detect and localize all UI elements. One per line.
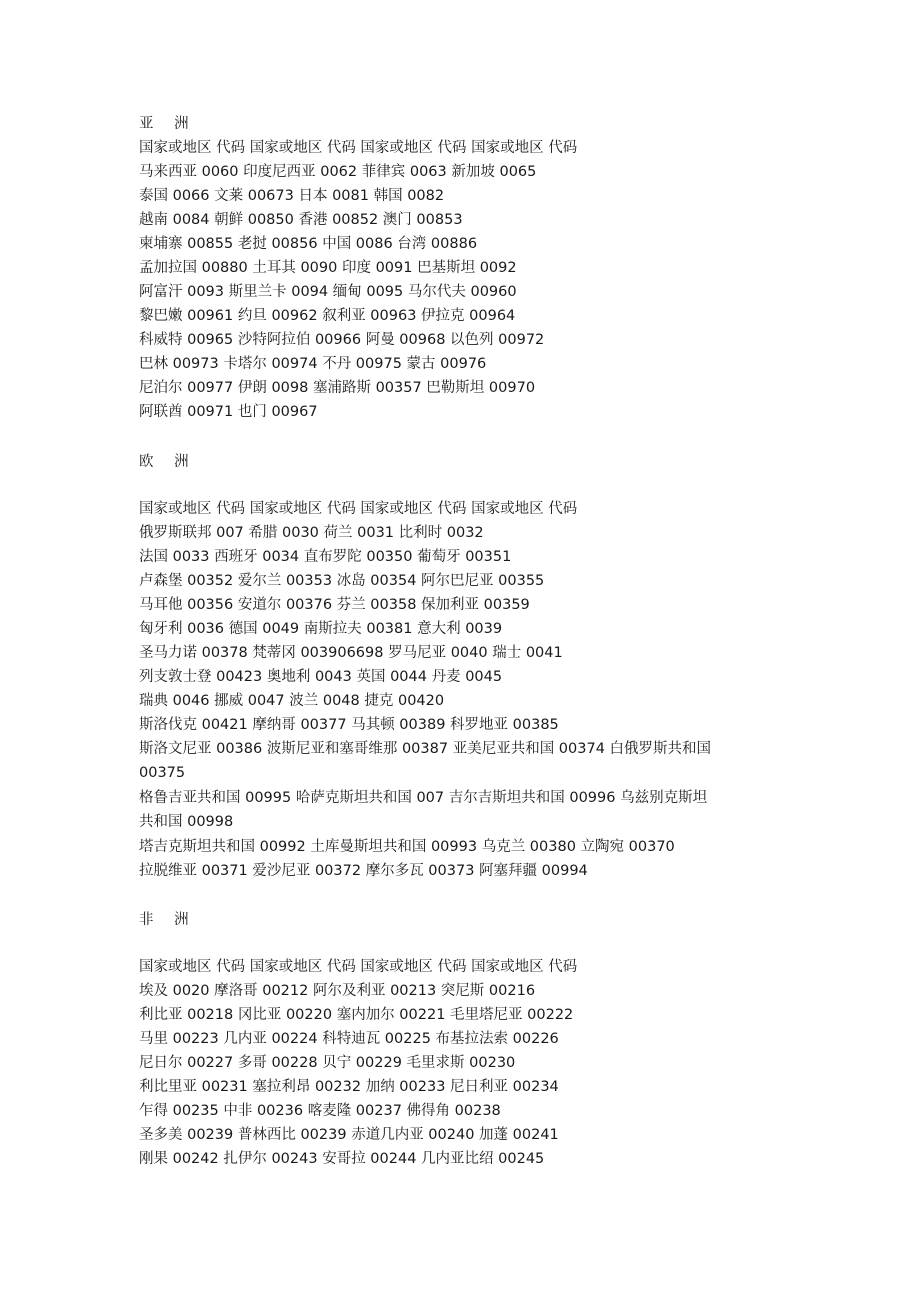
- table-row: 科威特 00965 沙特阿拉伯 00966 阿曼 00968 以色列 00972: [139, 332, 545, 348]
- table-row: 乍得 00235 中非 00236 喀麦隆 00237 佛得角 00238: [139, 1103, 501, 1119]
- table-row: 俄罗斯联邦 007 希腊 0030 荷兰 0031 比利时 0032: [139, 525, 484, 541]
- table-row: 匈牙利 0036 德国 0049 南斯拉夫 00381 意大利 0039: [139, 621, 503, 637]
- table-row: 马来西亚 0060 印度尼西亚 0062 菲律宾 0063 新加坡 0065: [139, 164, 537, 180]
- table-row: 阿富汗 0093 斯里兰卡 0094 缅甸 0095 马尔代夫 00960: [139, 284, 517, 300]
- table-row: 利比里亚 00231 塞拉利昂 00232 加纳 00233 尼日利亚 00234: [139, 1079, 559, 1095]
- table-header-row: 国家或地区 代码 国家或地区 代码 国家或地区 代码 国家或地区 代码: [139, 140, 578, 156]
- table-row: 刚果 00242 扎伊尔 00243 安哥拉 00244 几内亚比绍 00245: [139, 1151, 545, 1167]
- table-header-row: 国家或地区 代码 国家或地区 代码 国家或地区 代码 国家或地区 代码: [139, 959, 578, 975]
- table-row: 巴林 00973 卡塔尔 00974 不丹 00975 蒙古 00976: [139, 356, 487, 372]
- table-row: 塔吉克斯坦共和国 00992 土库曼斯坦共和国 00993 乌克兰 00380 立陶宛 00370: [139, 839, 675, 855]
- table-row: 黎巴嫩 00961 约旦 00962 叙利亚 00963 伊拉克 00964: [139, 308, 516, 324]
- table-row: 孟加拉国 00880 土耳其 0090 印度 0091 巴基斯坦 0092: [139, 260, 517, 276]
- table-row: 越南 0084 朝鲜 00850 香港 00852 澳门 00853: [139, 212, 463, 228]
- table-row: 斯洛伐克 00421 摩纳哥 00377 马其顿 00389 科罗地亚 00385: [139, 717, 559, 733]
- table-row: 格鲁吉亚共和国 00995 哈萨克斯坦共和国 007 吉尔吉斯坦共和国 00996 乌兹别克斯坦: [139, 790, 708, 806]
- table-row: 埃及 0020 摩洛哥 00212 阿尔及利亚 00213 突尼斯 00216: [139, 983, 536, 999]
- table-row: 法国 0033 西班牙 0034 直布罗陀 00350 葡萄牙 00351: [139, 549, 512, 565]
- table-header-row: 国家或地区 代码 国家或地区 代码 国家或地区 代码 国家或地区 代码: [139, 501, 578, 517]
- table-row: 卢森堡 00352 爱尔兰 00353 冰岛 00354 阿尔巴尼亚 00355: [139, 573, 545, 589]
- table-row-continuation: 00375: [139, 765, 186, 781]
- table-row: 柬埔寨 00855 老挝 00856 中国 0086 台湾 00886: [139, 236, 478, 252]
- table-row: 利比亚 00218 冈比亚 00220 塞内加尔 00221 毛里塔尼亚 00222: [139, 1007, 574, 1023]
- section-heading-europe: 欧 洲: [139, 454, 197, 470]
- table-row: 马耳他 00356 安道尔 00376 芬兰 00358 保加利亚 00359: [139, 597, 530, 613]
- section-heading-africa: 非 洲: [139, 912, 197, 928]
- table-row: 瑞典 0046 挪威 0047 波兰 0048 捷克 00420: [139, 693, 445, 709]
- table-row: 圣马力诺 00378 梵蒂冈 003906698 罗马尼亚 0040 瑞士 0041: [139, 645, 563, 661]
- table-row: 斯洛文尼亚 00386 波斯尼亚和塞哥维那 00387 亚美尼亚共和国 00374 白俄罗斯共和国: [139, 741, 712, 757]
- table-row: 尼日尔 00227 多哥 00228 贝宁 00229 毛里求斯 00230: [139, 1055, 516, 1071]
- table-row: 泰国 0066 文莱 00673 日本 0081 韩国 0082: [139, 188, 445, 204]
- table-row: 圣多美 00239 普林西比 00239 赤道几内亚 00240 加蓬 00241: [139, 1127, 559, 1143]
- table-row: 马里 00223 几内亚 00224 科特迪瓦 00225 布基拉法索 00226: [139, 1031, 559, 1047]
- table-row: 列支敦士登 00423 奥地利 0043 英国 0044 丹麦 0045: [139, 669, 503, 685]
- section-heading-asia: 亚 洲: [139, 116, 197, 132]
- table-row: 拉脱维亚 00371 爱沙尼亚 00372 摩尔多瓦 00373 阿塞拜疆 00994: [139, 863, 588, 879]
- table-row: 尼泊尔 00977 伊朗 0098 塞浦路斯 00357 巴勒斯坦 00970: [139, 380, 536, 396]
- table-row-continuation: 共和国 00998: [139, 814, 234, 830]
- table-row: 阿联酋 00971 也门 00967: [139, 404, 318, 420]
